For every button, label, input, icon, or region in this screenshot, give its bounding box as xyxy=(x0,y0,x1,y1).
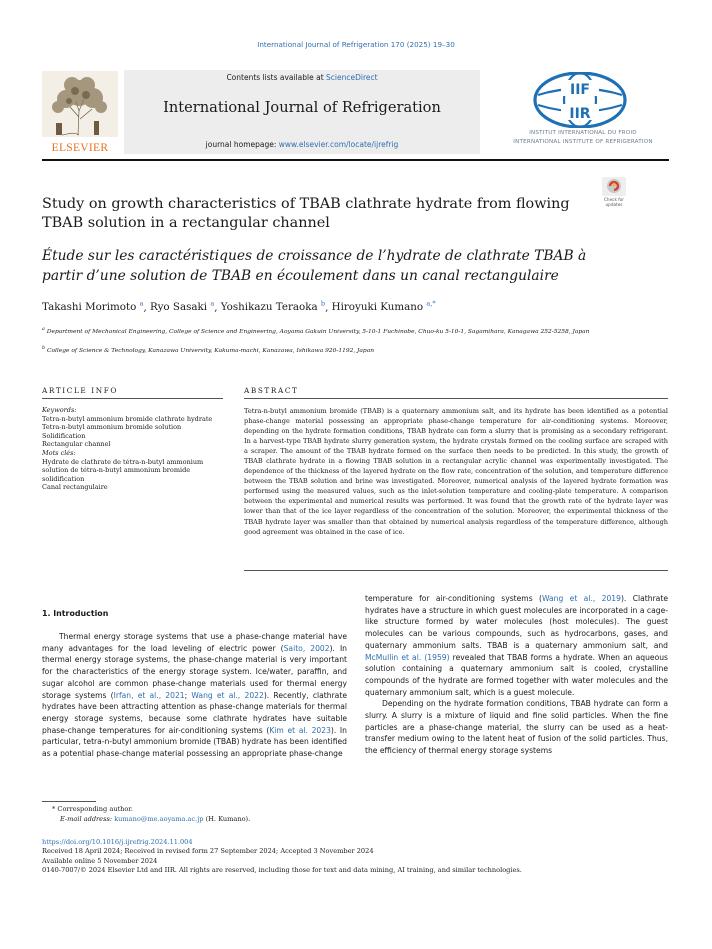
header-rule xyxy=(42,159,669,161)
elsevier-tree-logo xyxy=(42,71,118,153)
article-title-fr: Étude sur les caractéristiques de croissance de l’hydrate de clathrate TBAB à partir d’une solution de TBAB en écoulement dans un canal rectangulaire xyxy=(42,248,587,284)
article-info-rule xyxy=(42,398,223,399)
body-column-right xyxy=(365,593,668,757)
section-heading-introduction: 1. Introduction xyxy=(42,609,109,618)
article-info-heading: ARTICLE INFO xyxy=(42,386,118,395)
affiliation-b: $^b$ College of Science & Technology, Kanazawa University, Kakuma-machi, Kanazawa, Ishikawa 920-1192, Japan xyxy=(42,346,375,354)
keywords-block xyxy=(42,406,222,492)
abstract-heading: ABSTRACT xyxy=(244,386,299,395)
received-dates: Received 18 April 2024; Received in revised form 27 September 2024; Accepted 3 November 2024 xyxy=(42,847,374,856)
keyword-fr: Hydrate de clathrate de tétra-n-butyl ammonium xyxy=(42,457,204,466)
affiliation-a: $^a$ Department of Mechanical Engineering, College of Science and Engineering, Aoyama Gakuin University, 5-10-1 Fuchinobe, Chuo-ku 5-10-1, Sagamihara, Kanagawa 252-5258, Japan xyxy=(42,327,590,335)
keyword: Tetra-n-butyl ammonium bromide clathrate hydrate xyxy=(42,414,213,423)
body-column-left xyxy=(42,631,347,760)
author[interactable]: Takashi Morimoto $^a$ xyxy=(42,300,144,314)
citation-link[interactable]: Kim et al. 2023 xyxy=(269,725,331,735)
author-list: Takashi Morimoto $^a$, Ryo Sasaki $^a$, Yoshikazu Teraoka $^b$, Hiroyuki Kumano $^{a,*}$ xyxy=(42,300,436,314)
author[interactable]: Yoshikazu Teraoka $^b$ xyxy=(220,300,326,314)
svg-text:IIR: IIR xyxy=(569,106,591,122)
keyword: Tetra-n-butyl ammonium bromide solution xyxy=(42,423,182,432)
journal-homepage-link[interactable]: www.elsevier.com/locate/ijrefrig xyxy=(278,140,399,149)
author-email: E-mail address: kumano@me.aoyama.ac.jp (H. Kumano). xyxy=(60,815,251,823)
doi-link[interactable]: https://doi.org/10.1016/j.ijrefrig.2024.11.004 xyxy=(42,838,193,846)
journal-title: International Journal of Refrigeration xyxy=(163,99,441,116)
paragraph: Thermal energy storage systems that use a phase-change material have many advantages for the load leveling of electric power (Saito, 2002). In thermal energy storage systems, the phase-change material is very important for the characteristics of the energy storage system. Ice/water, paraffin, and sugar alcohol are common phase-change materials used for thermal energy storage systems (Irfan, et al., 2021; Wang et al., 2022). Recently, clathrate hydrates have been attracting attention as phase-change materials for thermal energy storage systems, because some clathrate hydrates have suitable phase-change temperatures for air-conditioning systems (Kim et al. 2023). In particular, tetra-n-butyl ammonium bromide (TBAB) hydrate has been identified as a potential phase-change material possessing an appropriate phase-change xyxy=(42,632,347,759)
available-online: Available online 5 November 2024 xyxy=(42,856,158,865)
email-link[interactable]: kumano@me.aoyama.ac.jp xyxy=(114,815,204,823)
institute-name-en: INTERNATIONAL INSTITUTE OF REFRIGERATION xyxy=(513,139,653,145)
citation-link[interactable]: Wang et al., 2022 xyxy=(191,690,264,700)
citation-link[interactable]: Wang et al., 2019 xyxy=(542,594,621,603)
article-footer xyxy=(42,838,682,876)
sciencedirect-link[interactable]: ScienceDirect xyxy=(326,73,378,82)
abstract-bottom-rule xyxy=(244,570,668,571)
keywords-fr-heading: Mots clés: xyxy=(42,448,76,457)
citation-link[interactable]: Saito, 2002 xyxy=(283,643,330,653)
keyword: Rectangular channel xyxy=(42,440,111,449)
keyword-fr: Canal rectangulaire xyxy=(42,483,108,492)
article-title-en: Study on growth characteristics of TBAB clathrate hydrate from flowing TBAB solution in a rectangular channel xyxy=(42,196,570,231)
footnote-rule xyxy=(42,801,96,802)
keyword: Solidification xyxy=(42,431,86,440)
author[interactable]: Hiroyuki Kumano $^{a,*}$ xyxy=(331,300,436,314)
corresponding-author-note: * Corresponding author. xyxy=(52,805,133,813)
abstract-rule xyxy=(244,398,668,399)
journal-homepage: journal homepage: www.elsevier.com/locate/ijrefrig xyxy=(205,140,399,149)
author[interactable]: Ryo Sasaki $^a$ xyxy=(150,300,215,314)
abstract-text: Tetra-n-butyl ammonium bromide (TBAB) is a quaternary ammonium salt, and its hydrate has been identified as a potential phase-change material possessing an appropriate phase-change temperature for air-conditioning systems. Moreover, depending on the hydrate formation conditions, TBAB hydrate can form a slurry that is promising as a secondary refrigerant. In a harvest-type TBAB hydrate slurry generation system, the hydrate crystals formed on the cooling surface are scraped with a scraper. The amount of the TBAB hydrate formed on the surface then needs to be predicted. In this study, the growth of TBAB clathrate hydrate in a flowing TBAB solution in a rectangular acrylic channel was experimentally investigated. The dependence of the thickness of the layered hydrate on the flow rate, concentration of the solution, and temperature difference between the TBAB solution and brine was investigated. Moreover, numerical analysis of the layered hydrate formation was performed using the measured values, such as the inlet-solution temperature and cooling-plate temperature. A comparison between the experimental and numerical results was performed. It was found that the growth rate of the hydrate layer was lower than that of the ice layer regardless of the concentration of the solution. Moreover, the experimental thickness of the TBAB hydrate layer was smaller than that obtained by numerical analysis regardless of the temperature difference, although good agreement was obtained in the case of ice. xyxy=(244,407,668,536)
citation-link[interactable]: Irfan, et al., 2021 xyxy=(113,690,185,700)
contents-line: Contents lists available at ScienceDirect xyxy=(226,73,378,82)
check-for-updates-label[interactable]: Check for updates xyxy=(604,197,624,207)
journal-reference[interactable]: International Journal of Refrigeration 170 (2025) 19–30 xyxy=(257,40,455,49)
copyright: 0140-7007/© 2024 Elsevier Ltd and IIR. All rights are reserved, including those for text and data mining, AI training, and similar technologies. xyxy=(42,866,522,875)
svg-text:IIF: IIF xyxy=(570,82,590,98)
keyword-fr: solidification xyxy=(42,474,85,483)
institute-name-fr: INSTITUT INTERNATIONAL DU FROID xyxy=(529,130,637,136)
citation-link[interactable]: McMullin et al. (1959) xyxy=(365,652,450,662)
iif-iir-globe-logo xyxy=(533,72,627,128)
publisher-name: ELSEVIER xyxy=(51,142,109,153)
keyword-fr: solution de tétra-n-butyl ammonium bromide xyxy=(42,466,191,475)
paragraph: Depending on the hydrate formation conditions, TBAB hydrate can form a slurry. A slurry is a mixture of liquid and fine solid particles. When the fine particles are a phase-change material, the slurry can be used as a heat-transfer medium owing to the latent heat of fusion of the solid particles. Thus, the efficiency of thermal energy storage systems xyxy=(365,699,668,756)
paragraph-continued: temperature for air-conditioning systems (Wang et al., 2019). Clathrate hydrates have a structure in which guest molecules are incorporated in a cage-like structure formed by water molecules (host molecules). The guest molecules can be various compounds, such as hydrocarbons, gases, and quaternary ammonium salts. TBAB is a quaternary ammonium salt, and McMullin et al. (1959) revealed that TBAB forms a hydrate. When an aqueous solution containing a quaternary ammonium salt is cooled, crystalline compounds of the hydrate are formed together with water molecules and the quaternary ammonium salt, which is a guest molecule. xyxy=(365,594,668,697)
keywords-heading: Keywords: xyxy=(42,406,77,414)
